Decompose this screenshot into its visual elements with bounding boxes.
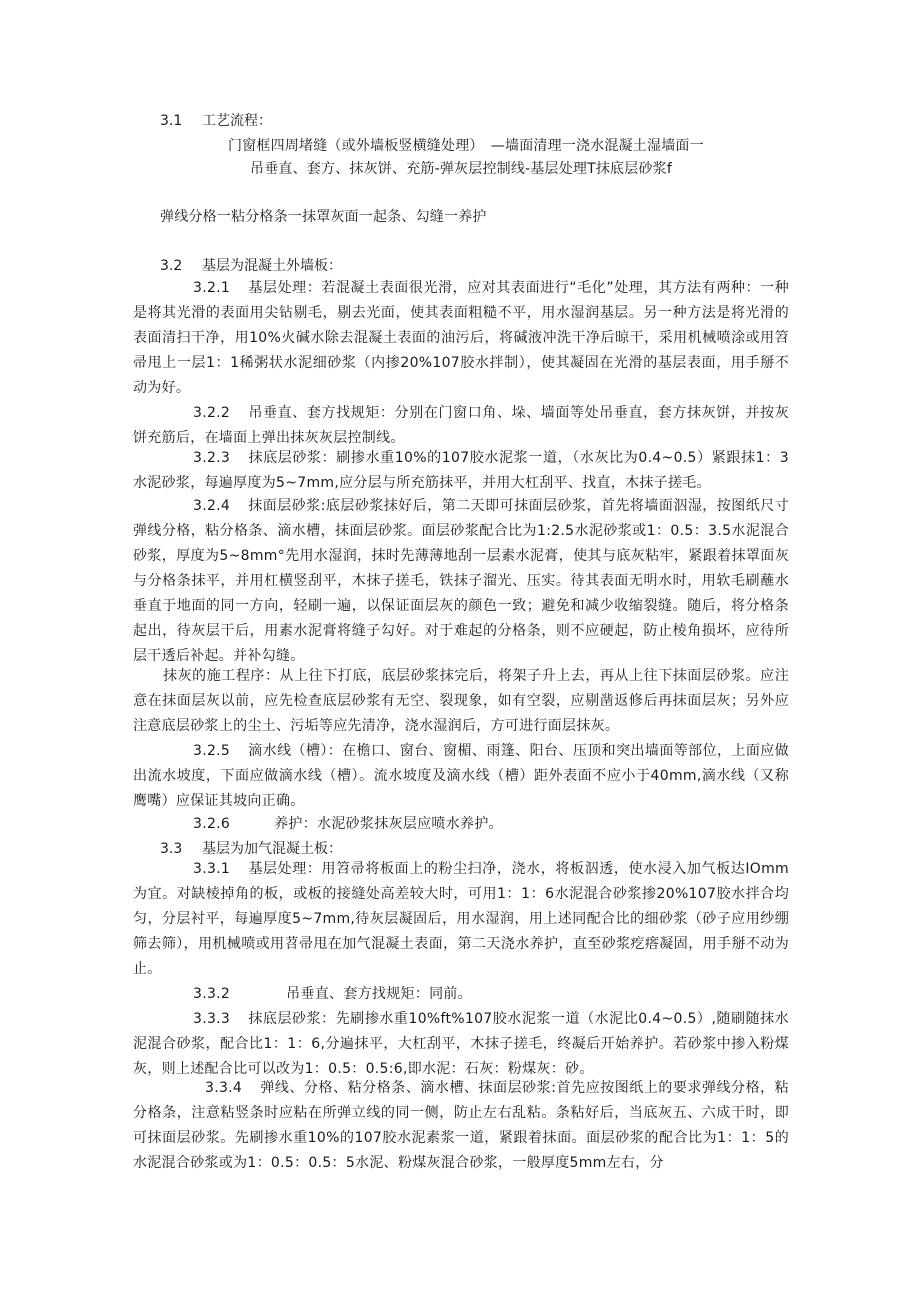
paragraph-text: 抹灰的施工程序：从上往下打底，底层砂浆抹完后，将架子升上去，再从上往下抹面层砂浆。应注意在抹面层灰以前，应先检查底层砂浆有无空、裂现象，如有空裂，应剔凿返修后再抹面层灰；另外应注意底层砂浆上的尘土、污垢等应先清净，浇水湿润后，方可进行面层抹灰。 [133, 668, 789, 734]
section-title: 基层为加气混凝土板： [202, 841, 342, 857]
paragraph-3-3-2 [133, 982, 789, 1007]
flow-line-1: 门窗框四周堵缝（或外墙板竖横缝处理） —墙面清理一浇水混凝土湿墙面一 [228, 138, 704, 154]
paragraph-3-2-4 [133, 494, 789, 669]
paragraph-text: 基层处理：若混凝土表面很光滑，应对其表面进行“毛化”处理，其方法有两种：一种是将其光滑的表面用尖钻剔毛，剔去光面，使其表面粗糙不平，用水湿润基层。另一种方法是将光滑的表面清扫干净，用10%火碱水除去混凝土表面的油污后，将碱液冲洗干净后晾干，采用机械喷涂或用笤帚甩上一层1：1稀粥状水泥细砂浆（内掺20%107胶水拌制），使其凝固在光滑的基层表面，用手掰不动为好。 [133, 280, 789, 396]
section-3-2-heading [160, 257, 342, 275]
section-number: 3.2 [160, 258, 183, 274]
paragraph-number: 3.2.2 [193, 405, 231, 421]
paragraph-3-2-6 [133, 812, 789, 837]
paragraph-text: 弹线、分格、粘分格条、滴水槽、抹面层砂浆:首先应按图纸上的要求弹线分格，粘分格条，注意粘竖条时应粘在所弹立线的同一侧，防止左右乱粘。条粘好后，当底灰五、六成干时，即可抹面层砂浆。先刷掺水重10%的107胶水泥素浆一道，紧跟着抹面。面层砂浆的配合比为1：1：5的水泥混合砂浆或为1：0.5：0.5：5水泥、粉煤灰混合砂浆，一般厚度5mm左右，分 [133, 1080, 789, 1171]
paragraph-text: 抹底层砂浆：先刷掺水重10%ft%107胶水泥浆一道（水泥比0.4~0.5）,随刷随抹水泥混合砂浆，配合比1：1：6,分遍抹平，大杠刮平，木抹子搓毛，终凝后开始养护。若砂浆中掺入粉煤灰，则上述配合比可以改为1：0.5：0.5:6,即水泥：石灰：粉煤灰：砂。 [133, 1011, 789, 1077]
paragraph-3-3-1 [133, 857, 789, 982]
paragraph-text: 抹面层砂浆:底层砂浆抹好后，第二天即可抹面层砂浆，首先将墙面泅湿，按图纸尺寸弹线分格，粘分格条、滴水槽，抹面层砂浆。面层砂浆配合比为1:2.5水泥砂浆或1：0.5：3.5水泥混合砂浆，厚度为5~8mm°先用水湿润，抹时先薄薄地刮一层素水泥膏，使其与底灰粘牢，紧跟着抹罩面灰与分格条抹平，并用杠横竖刮平，木抹子搓毛，铁抹子溜光、压实。待其表面无明水时，用软毛刷蘸水垂直于地面的同一方向，轻刷一遍，以保证面层灰的颜色一致；避免和减少收缩裂缝。随后，将分格条起出，待灰层干后，用素水泥膏将缝子勾好。对于难起的分格条，则不应硬起，防止棱角损坏，应待所层干透后补起。并补勾缝。 [133, 498, 789, 664]
paragraph-text: 吊垂直、套方找规矩：同前。 [286, 986, 473, 1002]
section-3-1-heading [160, 112, 272, 130]
section-title: 基层为混凝土外墙板： [202, 258, 342, 274]
paragraph-number: 3.2.5 [193, 743, 231, 759]
paragraph-number: 3.3.2 [193, 986, 231, 1002]
paragraph-3-2-1 [133, 276, 789, 401]
paragraph-3-2-3 [133, 446, 789, 496]
paragraph-number: 3.2.1 [193, 280, 231, 296]
paragraph-construction-procedure [133, 664, 789, 739]
section-number: 3.3 [160, 841, 183, 857]
section-title: 工艺流程： [202, 113, 272, 129]
section-number: 3.1 [160, 113, 183, 129]
paragraph-text: 吊垂直、套方找规矩：分别在门窗口角、垛、墙面等处吊垂直，套方抹灰饼，并按灰饼充筋后，在墙面上弹出抹灰灰层控制线。 [133, 405, 789, 446]
paragraph-number: 3.3.3 [193, 1011, 231, 1027]
paragraph-number: 3.2.3 [193, 450, 231, 466]
paragraph-text: 滴水线（槽）：在檐口、窗台、窗楣、雨篷、阳台、压顶和突出墙面等部位，上面应做出流水坡度，下面应做滴水线（槽）。流水坡度及滴水线（槽）距外表面不应小于40mm,滴水线（又称鹰嘴）应保证其坡向正确。 [133, 743, 789, 809]
paragraph-3-3-4 [133, 1076, 789, 1176]
paragraph-number: 3.2.4 [193, 498, 231, 514]
section-3-3-heading [160, 840, 342, 858]
paragraph-text: 基层处理：用笤帚将板面上的粉尘扫净，浇水，将板泅透，使水浸入加气板达IOmm为宜。对缺棱掉角的板，或板的接缝处高差较大时，可用1：1：6水泥混合砂浆掺20%107胶水拌合均匀，分层衬平，每遍厚度5~7mm,待灰层凝固后，用水湿润，用上述同配合比的细砂浆（砂子应用纱绷筛去筛），用机械喷或用苕帚甩在加气混凝土表面，第二天浇水养护，直至砂浆疙瘩凝固，用手掰不动为止。 [133, 861, 789, 977]
paragraph-number: 3.3.4 [205, 1080, 243, 1096]
paragraph-3-3-3 [133, 1007, 789, 1082]
paragraph-number: 3.3.1 [193, 861, 231, 877]
paragraph-number: 3.2.6 [193, 816, 231, 832]
paragraph-3-2-5 [133, 739, 789, 814]
flow-line-2: 吊垂直、套方、抹灰饼、充筋-弹灰层控制线-基层处理T抹底层砂浆f [250, 161, 672, 177]
paragraph-text: 抹底层砂浆：刷掺水重10%的107胶水泥浆一道，（水灰比为0.4~0.5）紧跟抹1：3水泥砂浆，每遍厚度为5~7mm,应分层与所充筋抹平，并用大杠刮平、找直，木抹子搓毛。 [133, 450, 789, 491]
paragraph-3-2-2 [133, 401, 789, 451]
paragraph-text: 养护：水泥砂浆抹灰层应喷水养护。 [274, 816, 503, 832]
flow-line-3: 弹线分格一粘分格条一抹罩灰面一起条、勾缝一养护 [160, 209, 487, 225]
